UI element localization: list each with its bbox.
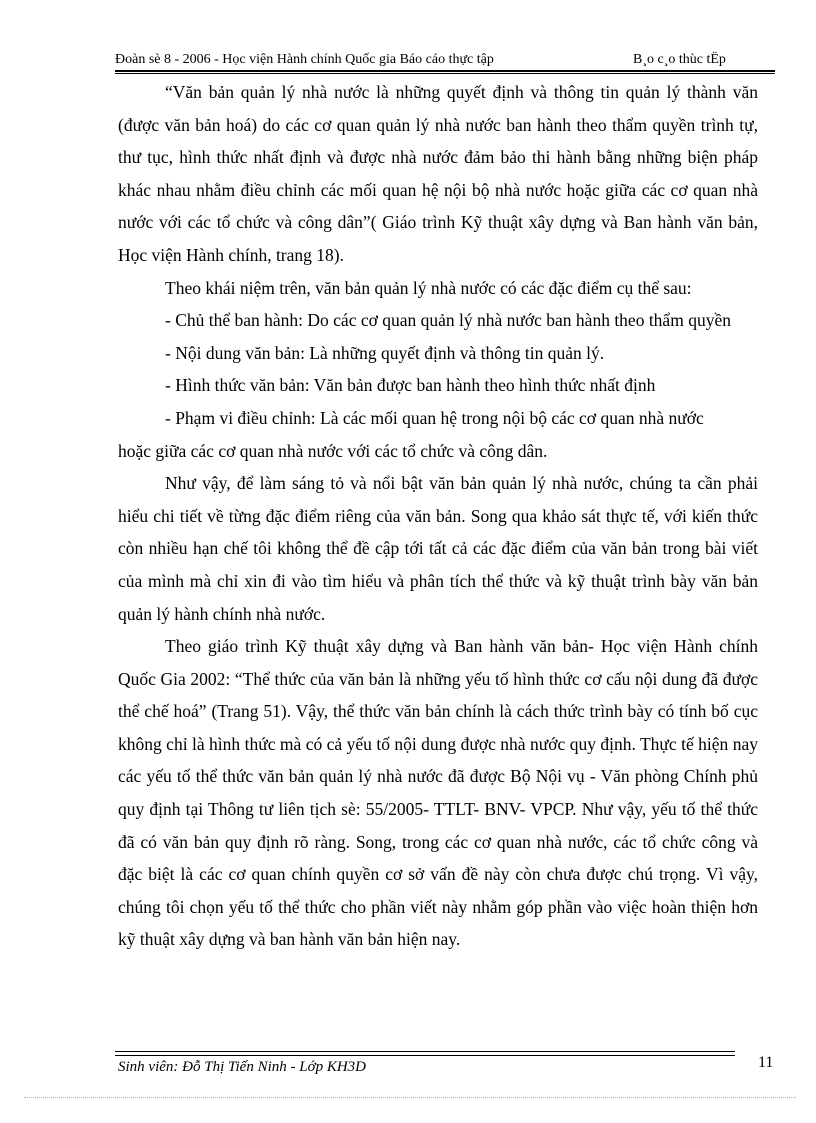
footer-rule [115, 1051, 735, 1052]
list-item-scope-continued: hoặc giữa các cơ quan nhà nước với các tổ chức và công dân. [118, 440, 548, 461]
paragraph-definition-quote: “Văn bản quản lý nhà nước là những quyết định và thông tin quản lý thành văn (được văn bản hoá) do các cơ quan quản lý nhà nước ban hành theo thẩm quyền trình tự, thư tục, hình thức nhất định và được nhà nước đảm bảo thi hành bằng những biện pháp khác nhau nhằm điều chỉnh các mối quan hệ nội bộ nhà nước hoặc giữa các cơ quan nhà nước với các tổ chức và công dân”( Giáo trình Kỹ thuật xây dựng và Ban hành văn bản, Học viện Hành chính, trang 18). [118, 82, 758, 265]
header-left-text: Đoàn sè 8 - 2006 - Học viện Hành chính Quốc gia Báo cáo thực tập [115, 52, 494, 67]
paragraph-clarification: Như vậy, để làm sáng tỏ và nổi bật văn bản quản lý nhà nước, chúng ta cần phải hiểu chi tiết về từng đặc điểm riêng của văn bản. Song qua khảo sát thực tế, với kiến thức còn nhiều hạn chế tôi không thể đề cập tới tất cả các đặc điểm của văn bản trong bài viết của mình mà chỉ xin đi vào tìm hiểu và phân tích thể thức và kỹ thuật trình bày văn bản quản lý hành chính nhà nước. [118, 473, 758, 624]
page-header [115, 50, 775, 70]
paragraph-format-definition: Theo giáo trình Kỹ thuật xây dựng và Ban hành văn bản- Học viện Hành chính Quốc Gia 2002: “Thể thức của văn bản là những yếu tố hình thức cơ cấu nội dung đã được thể chế hoá” (Trang 51). Vậy, thể thức văn bản chính là cách thức trình bày có tính bố cục không chỉ là hình thức mà có cả yếu tố nội dung được nhà nước quy định. Thực tế hiện nay các yếu tố thể thức văn bản quản lý nhà nước đã được Bộ Nội vụ - Văn phòng Chính phủ quy định tại Thông tư liên tịch sè: 55/2005- TTLT- BNV- VPCP. Như vậy, yếu tố thể thức đã có văn bản quy định rõ ràng. Song, trong các cơ quan nhà nước, các tổ chức công và đặc biệt là các cơ quan chính quyền cơ sở vấn đề này còn chưa được chú trọng. Vì vậy, chúng tôi chọn yếu tố thể thức cho phần viết này nhằm góp phần vào việc hoàn thiện hơn kỹ thuật xây dựng và ban hành văn bản hiện nay. [118, 636, 758, 950]
footer-author: Sinh viên: Đỗ Thị Tiến Ninh - Lớp KH3D [118, 1059, 367, 1075]
paragraph-characteristics-intro: Theo khái niệm trên, văn bản quản lý nhà nước có các đặc điểm cụ thể sau: [165, 277, 692, 298]
header-rule [115, 70, 775, 72]
list-item-scope: - Phạm vi điều chỉnh: Là các mối quan hệ trong nội bộ các cơ quan nhà nước [165, 407, 704, 428]
list-item-content: - Nội dung văn bản: Là những quyết định và thông tin quản lý. [165, 342, 605, 363]
page-bottom-dotted-line [24, 1097, 796, 1098]
page-number: 11 [758, 1054, 774, 1071]
header-right-text: B¸o c¸o thùc tËp [633, 52, 726, 67]
header-rule-thin [115, 73, 775, 74]
footer-rule-thin [115, 1055, 735, 1056]
list-item-form: - Hình thức văn bản: Văn bản được ban hành theo hình thức nhất định [165, 375, 656, 396]
document-body [90, 76, 758, 956]
list-item-issuer: - Chủ thể ban hành: Do các cơ quan quản lý nhà nước ban hành theo thẩm quyền [165, 310, 731, 331]
